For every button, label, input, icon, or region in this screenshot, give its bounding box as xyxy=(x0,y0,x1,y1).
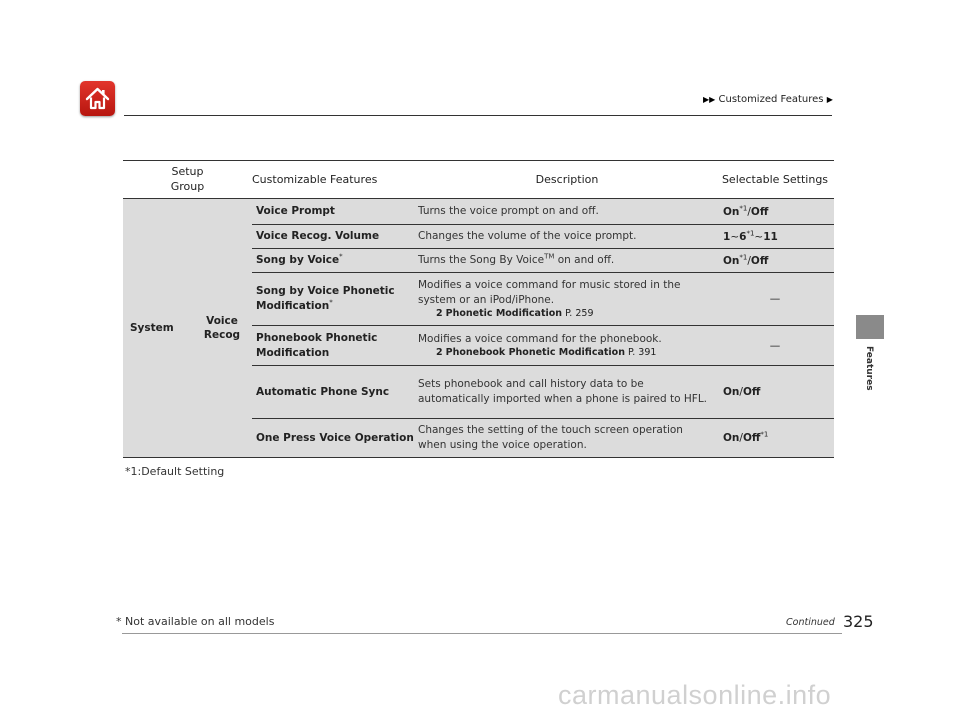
col-header-selectable-settings: Selectable Settings xyxy=(716,161,834,199)
table-row xyxy=(123,199,834,225)
col-header-description: Description xyxy=(418,161,716,199)
setup-group-voice-recog: Voice Recog xyxy=(192,199,252,458)
xref-phonebook-phonetic-modification[interactable]: 2 Phonebook Phonetic Modification P. 391 xyxy=(436,346,657,358)
default-setting-footnote: *1:Default Setting xyxy=(125,465,225,478)
description-voice-recog-volume: Changes the volume of the voice prompt. xyxy=(418,225,716,249)
feature-phonebook-phonetic-modification: Phonebook Phonetic Modification xyxy=(252,326,418,366)
feature-automatic-phone-sync: Automatic Phone Sync xyxy=(252,366,418,419)
availability-note: * Not available on all models xyxy=(116,615,275,628)
header-rule xyxy=(124,115,832,116)
description-one-press-voice-operation: Changes the setting of the touch screen operation when using the voice operation. xyxy=(418,419,716,458)
home-button[interactable] xyxy=(80,81,115,116)
setting-voice-prompt: On$^{*1}$/Off xyxy=(716,199,834,225)
section-tab[interactable] xyxy=(856,315,884,339)
section-label xyxy=(856,343,884,393)
col-header-setup-group: Setup Group xyxy=(123,161,252,199)
feature-song-by-voice-phonetic-modification: Song by Voice Phonetic Modification* xyxy=(252,273,418,326)
setting-song-by-voice: On$^{*1}$/Off xyxy=(716,249,834,273)
setting-song-by-voice-phonetic-modification: — xyxy=(716,273,834,326)
description-automatic-phone-sync: Sets phonebook and call history data to be automatically imported when a phone is paired to HFL. xyxy=(418,366,716,419)
description-song-by-voice: Turns the Song By Voice™ on and off. xyxy=(418,249,716,273)
setting-voice-recog-volume: 1~6$^{*1}$~11 xyxy=(716,225,834,249)
home-icon xyxy=(84,85,111,112)
cross-reference-icon: 2 xyxy=(436,346,443,358)
setup-group-system: System xyxy=(123,199,192,458)
description-song-by-voice-phonetic-modification: Modifies a voice command for music stored in the system or an iPod/iPhone. 2 Phonetic Modification P. 259 xyxy=(418,273,716,326)
footer-rule xyxy=(122,633,842,634)
continued-label: Continued xyxy=(786,617,835,628)
feature-voice-prompt: Voice Prompt xyxy=(252,199,418,225)
table-header-row xyxy=(123,161,834,199)
setting-one-press-voice-operation: On/Off$^{*1}$ xyxy=(716,419,834,458)
setting-automatic-phone-sync: On/Off xyxy=(716,366,834,419)
customized-features-table xyxy=(123,160,834,458)
description-phonebook-phonetic-modification: Modifies a voice command for the phonebook. 2 Phonebook Phonetic Modification P. 391 xyxy=(418,326,716,366)
setting-phonebook-phonetic-modification: — xyxy=(716,326,834,366)
feature-voice-recog-volume: Voice Recog. Volume xyxy=(252,225,418,249)
page-number: 325 xyxy=(843,612,874,631)
section-label-text: Features xyxy=(864,346,874,391)
col-header-customizable-features: Customizable Features xyxy=(252,161,418,199)
feature-one-press-voice-operation: One Press Voice Operation xyxy=(252,419,418,458)
breadcrumb-label[interactable]: Customized Features xyxy=(718,94,824,105)
breadcrumb-arrow-icon: ▶▶ xyxy=(703,95,716,104)
cross-reference-icon: 2 xyxy=(436,307,443,319)
description-voice-prompt: Turns the voice prompt on and off. xyxy=(418,199,716,225)
breadcrumb[interactable] xyxy=(703,94,833,105)
xref-phonetic-modification[interactable]: 2 Phonetic Modification P. 259 xyxy=(436,307,594,319)
feature-song-by-voice: Song by Voice* xyxy=(252,249,418,273)
watermark: carmanualsonline.info xyxy=(558,680,832,710)
breadcrumb-arrow-icon: ▶ xyxy=(826,95,833,104)
